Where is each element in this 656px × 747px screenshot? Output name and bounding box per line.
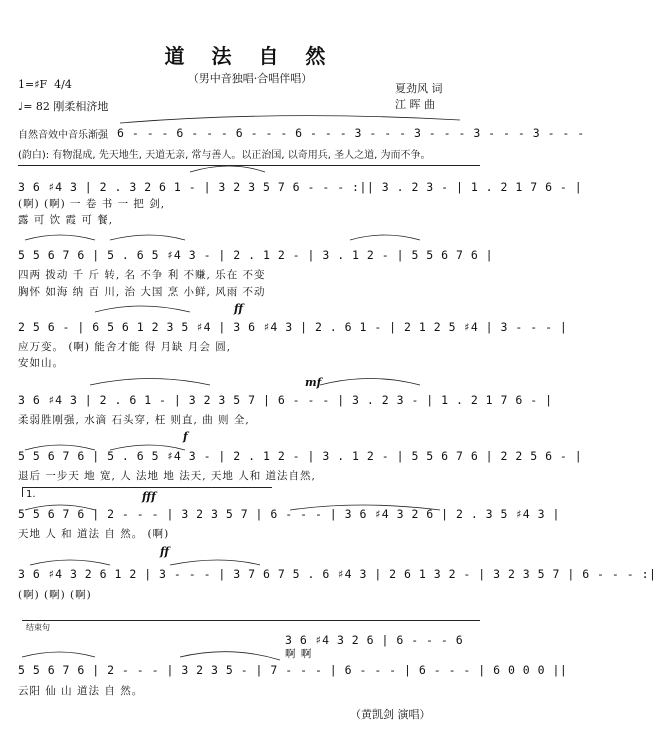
notation-row-2: 5 5 6 7 6 | 5 . 6 5 ♯4 3 - | 2 . 1 2 - | 3 . 1 2 - | 5 5 6 7 6 | <box>18 248 494 262</box>
lyric-row-5: 退后 一步天 地 宽, 人 法地 地 法天, 天地 人和 道法自然, <box>18 470 316 482</box>
dynamic-mf: mf <box>305 376 322 389</box>
lyric-row-1b: 露 可 饮 霞 可 餐, <box>18 214 114 226</box>
notation-row-6: 5 5 6 7 6 | 2 - - - | 3 2 3 5 7 | 6 - - - | 3 6 ♯4 3 2 6 | 2 . 3 5 ♯4 3 | <box>18 507 560 521</box>
composer-credit: 江 晖 曲 <box>395 98 435 111</box>
ending-bracket <box>22 620 480 621</box>
notation-row-7: 3 6 ♯4 3 2 6 1 2 | 3 - - - | 3 7 6 7 5 . 6 ♯4 3 | 2 6 1 3 2 - | 3 2 3 5 7 | 6 - - - :| <box>18 567 656 581</box>
key-signature: 1=♯F 4/4 <box>18 78 72 91</box>
volta-bracket <box>22 487 272 488</box>
time-signature: 4/4 <box>54 78 72 91</box>
dynamic-ff-2: ff <box>160 545 170 558</box>
intro-notes: 6 - - - 6 - - - 6 - - - 6 - - - 3 - - - 3 - - - 3 - - - 3 - - - <box>117 126 585 140</box>
narration-text: (韵白): 有物混成, 先天地生, 天道无亲, 常与善人。以正治国, 以奇用兵, 圣人之道, 为而不争。 <box>18 150 431 161</box>
volta-number: 1. <box>26 489 36 500</box>
upper-voice-notes: 3 6 ♯4 3 2 6 | 6 - - - 6 <box>285 633 464 647</box>
dynamic-ff: ff <box>234 302 244 315</box>
lyric-row-3a: 应万变。 (啊) 能舍才能 得 月缺 月会 圆, <box>18 341 232 353</box>
volta-bracket-side <box>22 487 23 497</box>
intro-label: 自然音效中音乐渐强 <box>18 130 108 141</box>
notation-row-3: 2 5 6 - | 6 5 6 1 2 3 5 ♯4 | 3 6 ♯4 3 | 2 . 6 1 - | 2 1 2 5 ♯4 | 3 - - - | <box>18 320 568 334</box>
notation-row-5: 5 5 6 7 6 | 5 . 6 5 ♯4 3 - | 2 . 1 2 - | 3 . 1 2 - | 5 5 6 7 6 | 2 2 5 6 - | <box>18 449 583 463</box>
lyric-row-8: 云阳 仙 山 道法 自 然。 <box>18 685 144 697</box>
dynamic-fff: fff <box>142 490 156 503</box>
lyric-row-2b: 胸怀 如海 纳 百 川, 治 大国 烹 小鲜, 风雨 不动 <box>18 286 266 298</box>
song-title: 道 法 自 然 <box>164 44 336 68</box>
lyricist-credit: 夏劲风 词 <box>395 82 443 95</box>
song-subtitle: （男中音独唱·合唱伴唱） <box>187 72 313 85</box>
lyric-row-4: 柔弱胜刚强, 水滴 石头穿, 枉 则直, 曲 则 全, <box>18 414 250 426</box>
lyric-row-1a: (啊) (啊) 一 卷 书 一 把 剑, <box>18 198 166 210</box>
upper-voice-lyric: 啊 啊 <box>285 648 313 660</box>
lyric-row-7: (啊) (啊) (啊) <box>18 589 92 601</box>
performer-credit: （黄凯剑 演唱） <box>350 708 431 721</box>
ending-label: 结束句 <box>26 623 50 632</box>
tempo-marking: ♩= 82 刚柔相济地 <box>18 100 109 113</box>
lyric-row-3b: 安如山。 <box>18 357 64 369</box>
system-rule <box>18 165 480 166</box>
notation-row-4: 3 6 ♯4 3 | 2 . 6 1 - | 3 2 3 5 7 | 6 - - - | 3 . 2 3 - | 1 . 2 1 7 6 - | <box>18 393 553 407</box>
dynamic-f: f <box>183 430 188 443</box>
notation-row-1: 3 6 ♯4 3 | 2 . 3 2 6 1 - | 3 2 3 5 7 6 - - - :|| 3 . 2 3 - | 1 . 2 1 7 6 - | <box>18 180 583 194</box>
lyric-row-6: 天地 人 和 道法 自 然。 (啊) <box>18 528 170 540</box>
notation-row-8: 5 5 6 7 6 | 2 - - - | 3 2 3 5 - | 7 - - - | 6 - - - | 6 - - - | 6 0 0 0 || <box>18 663 568 677</box>
lyric-row-2a: 四两 拨动 千 斤 转, 名 不争 利 不赚, 乐在 不变 <box>18 269 266 281</box>
